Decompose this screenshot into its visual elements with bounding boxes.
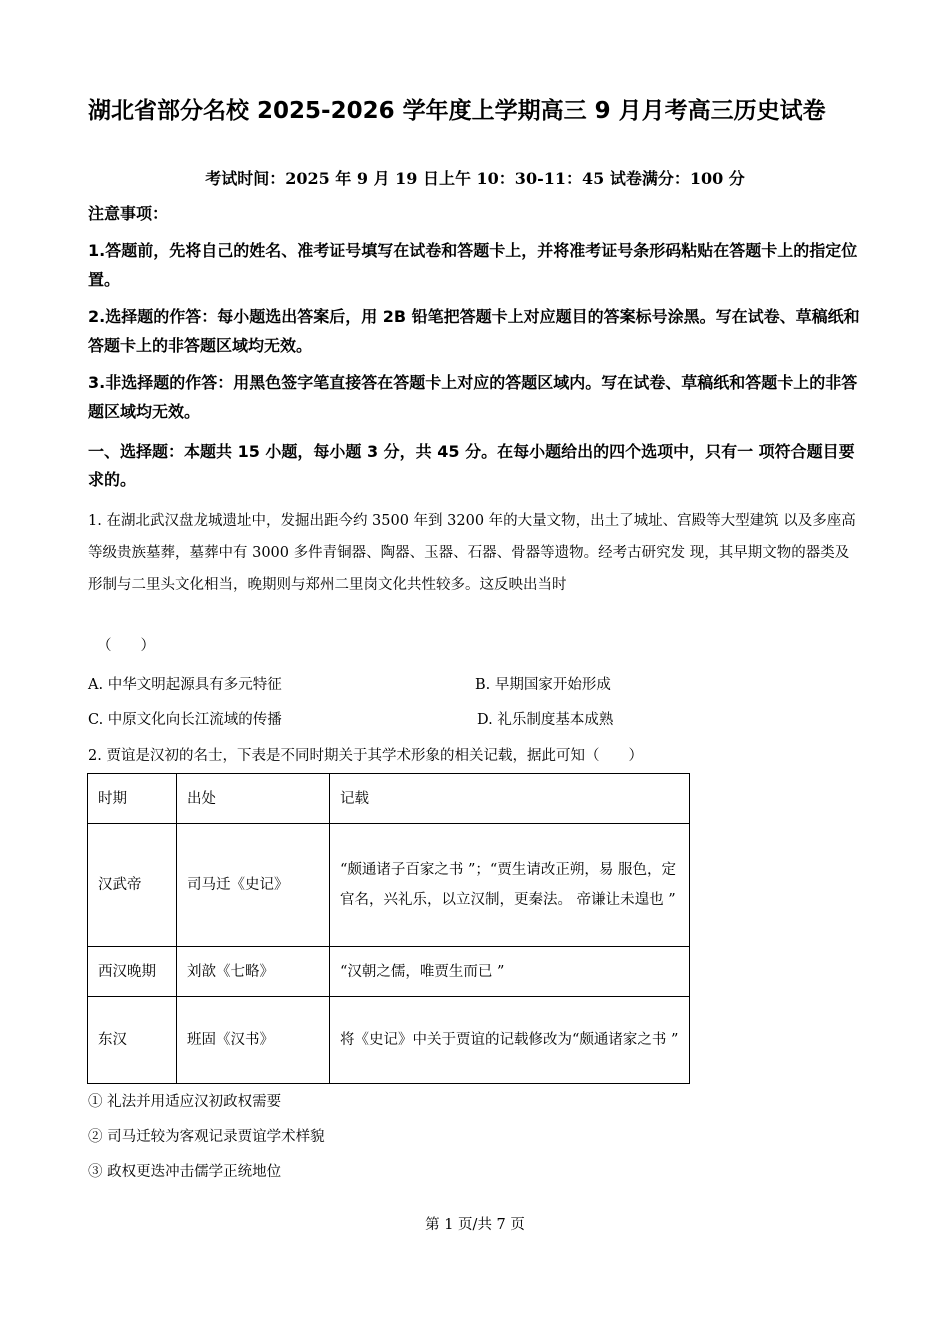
table-row <box>88 947 690 997</box>
notice-item: 3.非选择题的作答：用黑色签字笔直接答在答题卡上对应的答题区域内。写在试卷、草稿纸和答题卡上的非答题区域均无效。 <box>88 373 858 421</box>
page-number: 第 1 页/共 7 页 <box>425 1217 525 1233</box>
notice-item: 2.选择题的作答：每小题选出答案后，用 2B 铅笔把答题卡上对应题目的答案标号涂黑。写在试卷、草稿纸和答题卡上的非答题区域均无效。 <box>88 307 860 355</box>
exam-title: 湖北省部分名校 2025-2026 学年度上学期高三 9 月月考高三历史试卷 <box>88 98 826 124</box>
question-2-stem: 2. 贾谊是汉初的名士，下表是不同时期关于其学术形象的相关记载，据此可知（ ） <box>88 748 643 764</box>
table-header-cell: 时期 <box>88 774 177 824</box>
table-cell: “颇通诸子百家之书 ”；“贾生请改正朔，易 服色，定官名，兴礼乐，以立汉制，更秦法。 帝谦让未遑也 ” <box>330 824 690 947</box>
notice-title: 注意事项： <box>88 204 169 223</box>
table-cell: 班固《汉书》 <box>177 997 330 1084</box>
record-table <box>87 773 690 1084</box>
option-a: A. 中华文明起源具有多元特征 <box>88 677 282 693</box>
table-header-row <box>88 774 690 824</box>
table-cell: 将《史记》中关于贾谊的记载修改为“颇通诸家之书 ” <box>330 997 690 1084</box>
table-header-cell: 出处 <box>177 774 330 824</box>
table-cell: 东汉 <box>88 997 177 1084</box>
table-cell: 司马迁《史记》 <box>177 824 330 947</box>
option-c: C. 中原文化向长江流域的传播 <box>88 712 282 728</box>
table-cell: 西汉晚期 <box>88 947 177 997</box>
option-b: B. 早期国家开始形成 <box>475 677 611 693</box>
option-d: D. 礼乐制度基本成熟 <box>477 712 614 728</box>
section-heading: 一、选择题：本题共 15 小题，每小题 3 分，共 45 分。在每小题给出的四个选项中，只有一 项符合题目要求的。 <box>88 442 855 489</box>
statement-3: ③ 政权更迭冲击儒学正统地位 <box>88 1164 282 1180</box>
table-row <box>88 824 690 947</box>
notice-item: 1.答题前，先将自己的姓名、准考证号填写在试卷和答题卡上，并将准考证号条形码粘贴在答题卡上的指定位置。 <box>88 241 858 289</box>
answer-blank: （ ） <box>97 638 155 654</box>
table-header-cell: 记载 <box>330 774 690 824</box>
table-cell: 刘歆《七略》 <box>177 947 330 997</box>
question-1-stem: 1. 在湖北武汉盘龙城遗址中，发掘出距今约 3500 年到 3200 年的大量文物，出土了城址、宫殿等大型建筑 以及多座高等级贵族墓葬，墓葬中有 3000 多件青铜器、陶器、玉器、石器、骨器等遗物。经考古研究发 现，其早期文物的器类及形制与二里头文化相当，晚期则与郑州二里岗文化共性较多。这反映出当时 <box>88 513 856 593</box>
table-cell: 汉武帝 <box>88 824 177 947</box>
exam-meta: 考试时间：2025 年 9 月 19 日上午 10：30-11：45 试卷满分：100 分 <box>205 169 745 188</box>
statement-1: ① 礼法并用适应汉初政权需要 <box>88 1094 282 1110</box>
statement-2: ② 司马迁较为客观记录贾谊学术样貌 <box>88 1129 325 1145</box>
table-cell: “汉朝之儒，唯贾生而已 ” <box>330 947 690 997</box>
table-row <box>88 997 690 1084</box>
